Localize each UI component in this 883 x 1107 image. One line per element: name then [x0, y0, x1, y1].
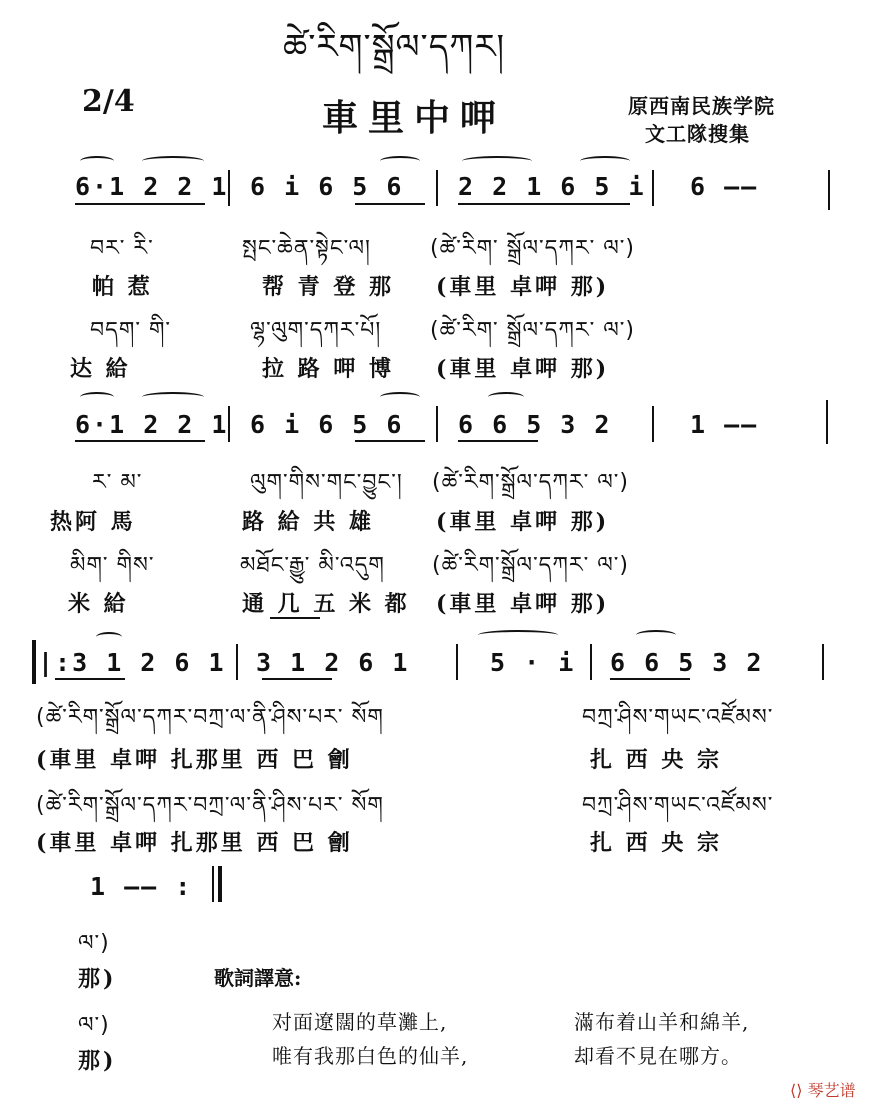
lyric-tib: (ཚེ་རིག་སྒྲོལ་དཀར་ ལ་)	[432, 470, 629, 495]
slur	[142, 156, 204, 166]
translation-line: 滿布着山羊和綿羊,	[574, 1010, 750, 1034]
slur	[478, 630, 558, 640]
lyric-tib: མིག་ གིས་	[70, 553, 155, 578]
lyric-tib: (ཚེ་རིག་ སྒྲོལ་དཀར་ ལ་)	[430, 236, 635, 261]
measure-2-2: 6 i 6 5 6	[250, 410, 404, 439]
lyric-tib: བདག་ གི་	[90, 318, 172, 343]
slur	[580, 156, 630, 166]
lyric-tib: (ཚེ་རིག་སྒྲོལ་དཀར་ ལ་)	[432, 553, 629, 578]
slur	[636, 630, 676, 640]
translation-line: 唯有我那白色的仙羊,	[272, 1044, 469, 1068]
translation-line: 却看不見在哪方。	[574, 1044, 742, 1068]
barline	[236, 644, 238, 680]
tibetan-title: ཚེ་རིག་སྒྲོལ་དཀར།	[283, 27, 506, 67]
credit-line-1: 原西南民族学院	[628, 94, 775, 118]
lyric-chn: 那)	[78, 1048, 117, 1074]
slur	[142, 392, 204, 402]
measure-2-1: 6·1 2 2 1	[75, 410, 229, 439]
lyric-tib: སྤང་ཆེན་སྟེང་ལ།	[242, 236, 371, 261]
slur	[380, 156, 420, 166]
measure-1-2: 6 i 6 5 6	[250, 172, 404, 201]
slur	[96, 632, 122, 642]
measure-2-3: 6 6 5 3 2	[458, 410, 612, 439]
slur	[380, 392, 420, 402]
measure-3-4: 6 6 5 3 2	[610, 648, 764, 677]
barline	[436, 170, 438, 206]
lyric-tib: (ཚེ་རིག་སྒྲོལ་དཀར་བཀྲ་ལ་ནི་ཤིས་པར་ སོག	[36, 793, 384, 818]
translation-line: 对面遼闊的草灘上,	[272, 1010, 448, 1034]
slur	[80, 156, 114, 166]
watermark-text: 琴艺谱	[807, 1081, 856, 1100]
lyric-chn: (車里 卓呷 那)	[436, 356, 610, 382]
beam-underline	[55, 678, 125, 680]
credit-line-2: 文工隊搜集	[645, 122, 750, 146]
measure-3-1: |:3 1 2 6 1	[38, 648, 226, 677]
lyric-tib: ལ་)	[78, 1013, 110, 1038]
lyric-tib: བཀྲ་ཤིས་གཡང་འཛོམས་	[582, 705, 774, 730]
song-title: 車里中呷	[322, 97, 507, 139]
beam-underline	[355, 440, 425, 442]
lyric-chn: (車里 卓呷 那)	[436, 509, 610, 535]
time-signature: 2/4	[82, 84, 135, 119]
lyric-chn: 热阿 馬	[50, 509, 136, 535]
measure-3-2: 3 1 2 6 1	[256, 648, 410, 677]
lyric-tib: ལྷ་ལུག་དཀར་པོ།	[250, 318, 382, 343]
barline	[652, 170, 654, 206]
beam-underline	[75, 440, 205, 442]
lyric-chn: 帕 惹	[92, 274, 153, 300]
lyric-chn: 达 給	[70, 356, 131, 382]
lyric-chn: (車里 卓呷 扎那里 西 巴 劊	[36, 747, 353, 773]
lyric-chn: (車里 卓呷 扎那里 西 巴 劊	[36, 830, 353, 856]
slur	[80, 392, 114, 402]
watermark	[790, 1078, 856, 1101]
slur	[462, 156, 532, 166]
beam-underline	[610, 678, 690, 680]
lyric-chn: 那)	[78, 966, 117, 992]
lyric-tib: བར་ རི་	[90, 236, 154, 261]
lyric-chn: 路 給 共 雄	[242, 509, 374, 535]
lyric-chn: 扎 西 央 宗	[590, 830, 722, 856]
barline	[590, 644, 592, 680]
barline	[228, 406, 230, 442]
lyric-tib: (ཚེ་རིག་སྒྲོལ་དཀར་བཀྲ་ལ་ནི་ཤིས་པར་ སོག	[36, 705, 384, 730]
lyric-tib: (ཚེ་རིག་ སྒྲོལ་དཀར་ ལ་)	[430, 318, 635, 343]
beam-underline	[75, 203, 205, 205]
barline	[456, 644, 458, 680]
lyric-chn: (車里 卓呷 那)	[436, 274, 610, 300]
beam-underline	[458, 440, 538, 442]
repeat-end-barline	[218, 866, 222, 902]
lyric-chn: 帮 青 登 那	[262, 274, 394, 300]
barline	[822, 644, 824, 680]
lyric-chn: 拉 路 呷 博	[262, 356, 394, 382]
beam-underline	[355, 203, 425, 205]
translation-heading: 歌詞譯意:	[214, 966, 302, 990]
lyric-chn: (車里 卓呷 那)	[436, 591, 610, 617]
barline	[652, 406, 654, 442]
lyric-chn: 扎 西 央 宗	[590, 747, 722, 773]
lyric-chn: 米 給	[68, 591, 129, 617]
measure-3-3: 5 · i	[490, 648, 576, 677]
barline	[228, 170, 230, 206]
barline	[212, 866, 214, 902]
lyric-tib: ལུག་གིས་གང་བྱུང་།	[250, 470, 403, 495]
barline	[436, 406, 438, 442]
barline	[828, 170, 830, 210]
barline	[826, 400, 828, 444]
measure-1-4: 6 ——	[690, 172, 759, 201]
measure-2-4: 1 ——	[690, 410, 759, 439]
lyric-tib: བཀྲ་ཤིས་གཡང་འཛོམས་	[582, 793, 774, 818]
beam-underline	[458, 203, 630, 205]
measure-1-3: 2 2 1 6 5 i	[458, 172, 646, 201]
lyric-underline	[270, 617, 320, 619]
slur	[488, 392, 524, 402]
repeat-barline	[32, 640, 36, 684]
beam-underline	[262, 678, 332, 680]
measure-1-1: 6·1 2 2 1	[75, 172, 229, 201]
lyric-chn: 通 几 五 米 都	[242, 591, 410, 617]
watermark-logo-icon: ⟨⟩	[790, 1081, 803, 1100]
final-measure: 1 —— :	[90, 872, 193, 901]
lyric-tib: ར་ མ་	[92, 470, 143, 495]
lyric-tib: མཐོང་རྒྱུ་ མི་འདུག	[240, 553, 385, 578]
lyric-tib: ལ་)	[78, 931, 110, 956]
